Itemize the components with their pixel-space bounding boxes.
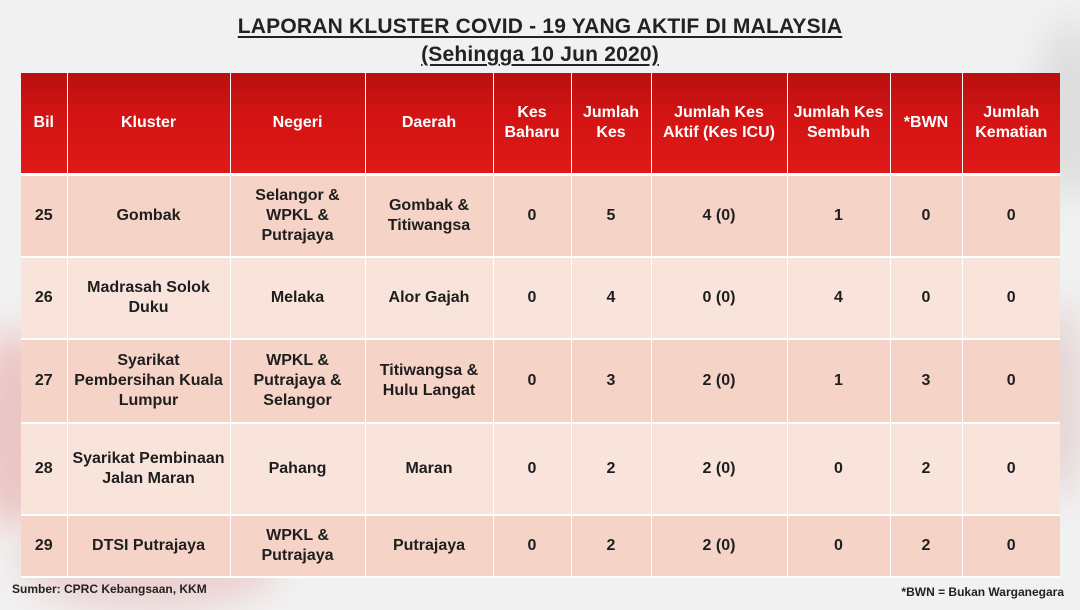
table-row: [21, 339, 1060, 423]
cell-jumlah-kes-sembuh: 4: [787, 257, 890, 339]
cell-kluster: DTSI Putrajaya: [67, 515, 230, 577]
header-negeri: Negeri: [230, 73, 365, 175]
cell-kluster: Syarikat Pembersihan Kuala Lumpur: [67, 339, 230, 423]
header-kluster: Kluster: [67, 73, 230, 175]
cell-bwn: 0: [890, 257, 962, 339]
cell-jumlah-kes: 2: [571, 423, 651, 515]
header-jumlah-kematian: Jumlah Kematian: [962, 73, 1060, 175]
cluster-table: [21, 73, 1060, 578]
cell-daerah: Putrajaya: [365, 515, 493, 577]
header-daerah: Daerah: [365, 73, 493, 175]
cell-bil: 27: [21, 339, 67, 423]
cell-negeri: Selangor & WPKL & Putrajaya: [230, 175, 365, 257]
cell-kes-baharu: 0: [493, 515, 571, 577]
cell-bwn: 2: [890, 423, 962, 515]
cell-jumlah-kes: 5: [571, 175, 651, 257]
table-header-row: [21, 73, 1060, 175]
cell-bil: 26: [21, 257, 67, 339]
cell-kluster: Syarikat Pembinaan Jalan Maran: [67, 423, 230, 515]
cell-jumlah-kes: 2: [571, 515, 651, 577]
cell-kes-baharu: 0: [493, 339, 571, 423]
table-row: [21, 423, 1060, 515]
cell-bil: 29: [21, 515, 67, 577]
cell-negeri: Melaka: [230, 257, 365, 339]
cell-jumlah-kes-sembuh: 0: [787, 515, 890, 577]
cell-kluster: Madrasah Solok Duku: [67, 257, 230, 339]
cell-jumlah-kes-sembuh: 0: [787, 423, 890, 515]
cell-daerah: Maran: [365, 423, 493, 515]
cell-bil: 25: [21, 175, 67, 257]
cell-kes-baharu: 0: [493, 175, 571, 257]
cell-jumlah-kematian: 0: [962, 257, 1060, 339]
header-bil: Bil: [21, 73, 67, 175]
header-jumlah-kes: Jumlah Kes: [571, 73, 651, 175]
cell-jumlah-kematian: 0: [962, 515, 1060, 577]
report-title: LAPORAN KLUSTER COVID - 19 YANG AKTIF DI MALAYSIA: [237, 15, 843, 38]
cell-jumlah-kes-aktif: 4 (0): [651, 175, 787, 257]
cell-jumlah-kes-sembuh: 1: [787, 339, 890, 423]
cell-jumlah-kes: 4: [571, 257, 651, 339]
cell-daerah: Titiwangsa & Hulu Langat: [365, 339, 493, 423]
cell-daerah: Gombak & Titiwangsa: [365, 175, 493, 257]
cell-jumlah-kematian: 0: [962, 175, 1060, 257]
table-row: [21, 515, 1060, 577]
cell-daerah: Alor Gajah: [365, 257, 493, 339]
cell-kes-baharu: 0: [493, 257, 571, 339]
report-subtitle: (Sehingga 10 Jun 2020): [421, 43, 659, 66]
cell-jumlah-kematian: 0: [962, 339, 1060, 423]
cluster-table-container: [21, 73, 1060, 578]
cell-negeri: Pahang: [230, 423, 365, 515]
source-note: Sumber: CPRC Kebangsaan, KKM: [12, 582, 207, 596]
cell-kluster: Gombak: [67, 175, 230, 257]
header-jumlah-kes-sembuh: Jumlah Kes Sembuh: [787, 73, 890, 175]
header-bwn: *BWN: [890, 73, 962, 175]
table-row: [21, 257, 1060, 339]
cell-jumlah-kes-sembuh: 1: [787, 175, 890, 257]
cell-jumlah-kes: 3: [571, 339, 651, 423]
header-kes-baharu: Kes Baharu: [493, 73, 571, 175]
cell-kes-baharu: 0: [493, 423, 571, 515]
header-jumlah-kes-aktif: Jumlah Kes Aktif (Kes ICU): [651, 73, 787, 175]
cell-bil: 28: [21, 423, 67, 515]
cell-jumlah-kematian: 0: [962, 423, 1060, 515]
table-row: [21, 175, 1060, 257]
cell-bwn: 2: [890, 515, 962, 577]
cell-bwn: 3: [890, 339, 962, 423]
bwn-footnote: *BWN = Bukan Warganegara: [901, 585, 1064, 599]
cell-jumlah-kes-aktif: 2 (0): [651, 515, 787, 577]
cell-negeri: WPKL & Putrajaya & Selangor: [230, 339, 365, 423]
cell-bwn: 0: [890, 175, 962, 257]
cell-negeri: WPKL & Putrajaya: [230, 515, 365, 577]
cell-jumlah-kes-aktif: 0 (0): [651, 257, 787, 339]
cell-jumlah-kes-aktif: 2 (0): [651, 339, 787, 423]
cell-jumlah-kes-aktif: 2 (0): [651, 423, 787, 515]
